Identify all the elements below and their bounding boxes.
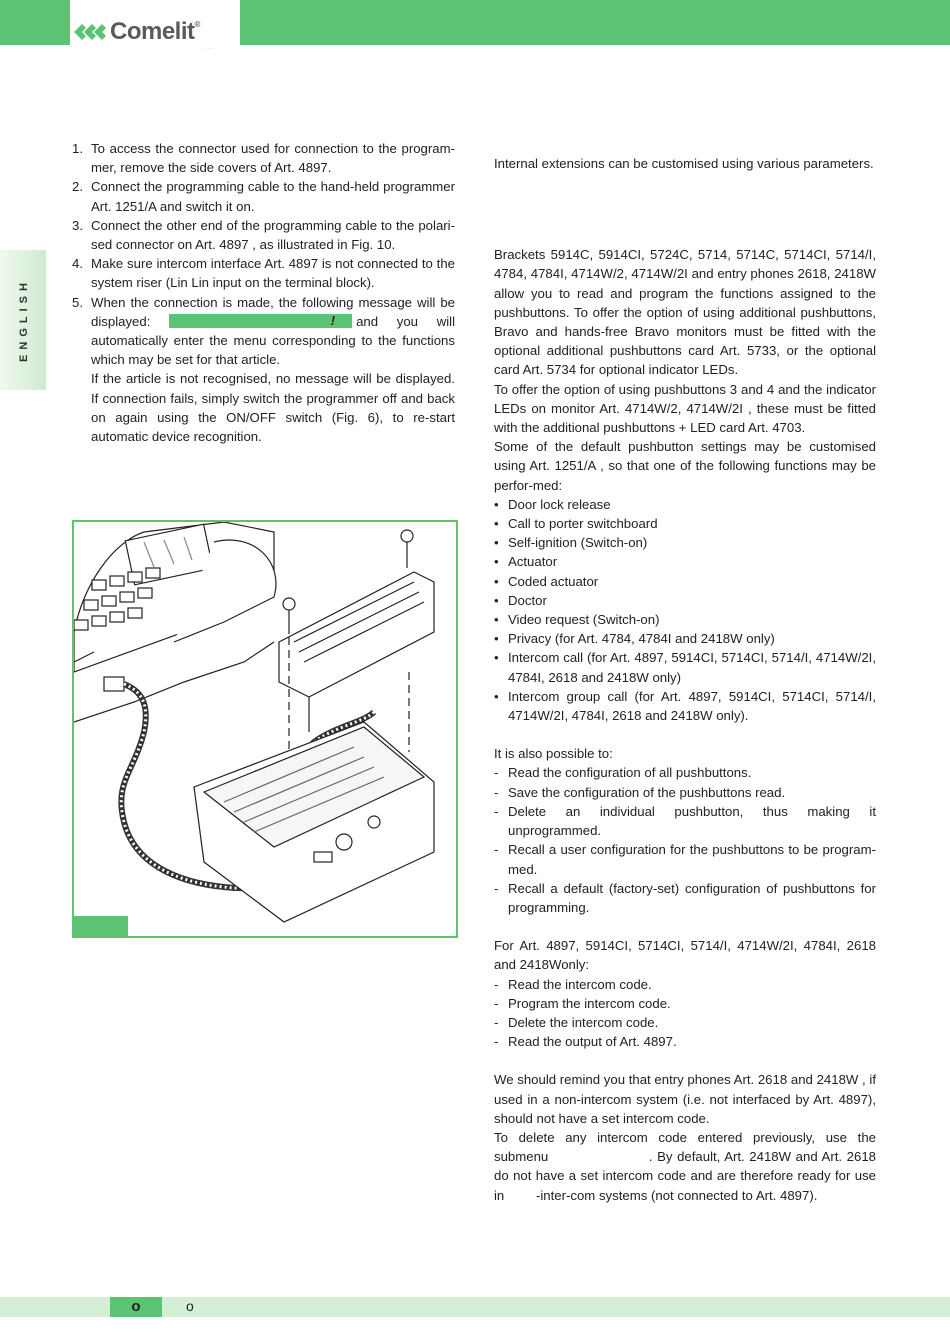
functions-list [494,495,876,725]
paragraph: It is also possible to: [494,746,613,762]
paragraph: Brackets 5914C, 5914CI, 5724C, 5714, 5714C, 5714CI, 5714/I, 4784, 4784I, 4714W/2, 4714W/2I and entry phones 2618, 2418W allow you to read and program the functions assigned to the pushbuttons. To offer the option of using additional pushbuttons, Bravo and hands-free Bravo monitors must be fitted with the optional additional pushbuttons card Art. 5733, or the optional card Art. 5734 for optional indicator LEDs. [494,247,876,378]
list-item: - Read the configuration of all pushbuttons. [494,763,876,782]
step-item: 4. Make sure intercom interface Art. 4897 is not connected to the system riser (Lin Lin input on the terminal block). [72,256,455,291]
step-item: 5. When the connection is made, the following message will be displayed: ! and you will automatically enter the menu corresponding to the functions which may be set for that article. If the article is not recognised, no message will be displayed. If connection fails, simply switch the programmer off and back on again using the ON/OFF switch (Fig. 6), to re-start automatic device recognition. [72,294,456,445]
intercom-list [494,975,876,1052]
display-message-highlight: ! [169,314,352,328]
brand-ticks: · · · [204,46,214,52]
list-item: • Actuator [494,552,876,571]
footer-section: o [186,1298,194,1314]
list-item: • Coded actuator [494,572,876,591]
right-column [494,154,876,1205]
list-item: - Save the configuration of the pushbuttons read. [494,783,876,802]
list-item: • Door lock release [494,495,876,514]
paragraph: To offer the option of using pushbuttons 3 and 4 and the indicator LEDs on monitor Art. 4714W/2, 4714W/2I , these must be fitted with the additional pushbuttons + LED card Art. 4703. [494,381,876,436]
paragraph: To delete any intercom code entered previously, use the submenu . By default, Art. 2418W and Art. 2618 do not have a set intercom code and are therefore ready for use in -inter-com systems (not connected to Art. 4897). [494,1129,876,1203]
list-item: - Recall a user configuration for the pushbuttons to be program-med. [494,840,876,878]
figure-programmer-connection [72,520,458,938]
paragraph: For Art. 4897, 5914CI, 5714CI, 5714/I, 4714W/2I, 4784I, 2618 and 2418Wonly: [494,938,876,973]
list-item: - Delete the intercom code. [494,1013,876,1032]
also-list [494,763,876,917]
figure-label-box [74,916,128,936]
list-item: - Delete an individual pushbutton, thus making it unprogrammed. [494,802,876,840]
brand-name: Comelit® [110,18,200,45]
list-item: • Self-ignition (Switch-on) [494,533,876,552]
step-item: 1. To access the connector used for connection to the program-mer, remove the side covers of Art. 4897. [72,141,455,176]
list-item: - Recall a default (factory-set) configuration of pushbuttons for programming. [494,879,876,917]
language-label: ENGLISH [18,278,30,362]
procedure-steps [72,139,455,446]
step-item: 2. Connect the programming cable to the hand-held programmer Art. 1251/A and switch it on. [72,179,455,214]
list-item: • Intercom group call (for Art. 4897, 5914CI, 5714CI, 5714/I, 4714W/2I, 4784I, 2618 and 2418W only). [494,687,876,725]
left-column [72,139,455,446]
brand-logo [70,0,240,52]
paragraph: Some of the default pushbutton settings may be customised using Art. 1251/A , so that one of the following functions may be perfor-med: [494,439,876,493]
list-item: • Video request (Switch-on) [494,610,876,629]
list-item: - Read the intercom code. [494,975,876,994]
list-item: • Privacy (for Art. 4784, 4784I and 2418W only) [494,629,876,648]
comelit-logo-icon [74,20,108,44]
programmer-illustration [74,522,456,936]
page-number: o [110,1297,162,1317]
list-item: • Call to porter switchboard [494,514,876,533]
step-item: 3. Connect the other end of the programming cable to the polari-sed connector on Art. 4897 , as illustrated in Fig. 10. [72,217,455,253]
paragraph: We should remind you that entry phones Art. 2618 and 2418W , if used in a non-intercom system (i.e. not interfaced by Art. 4897), should not have a set intercom code. [494,1072,876,1126]
list-item: - Read the output of Art. 4897. [494,1032,876,1051]
list-item: - Program the intercom code. [494,994,876,1013]
list-item: • Intercom call (for Art. 4897, 5914CI, 5714CI, 5714/I, 4714W/2I, 4784I, 2618 and 2418W only) [494,648,876,686]
list-item: • Doctor [494,591,876,610]
intro-paragraph: Internal extensions can be customised using various parameters. [494,156,874,171]
